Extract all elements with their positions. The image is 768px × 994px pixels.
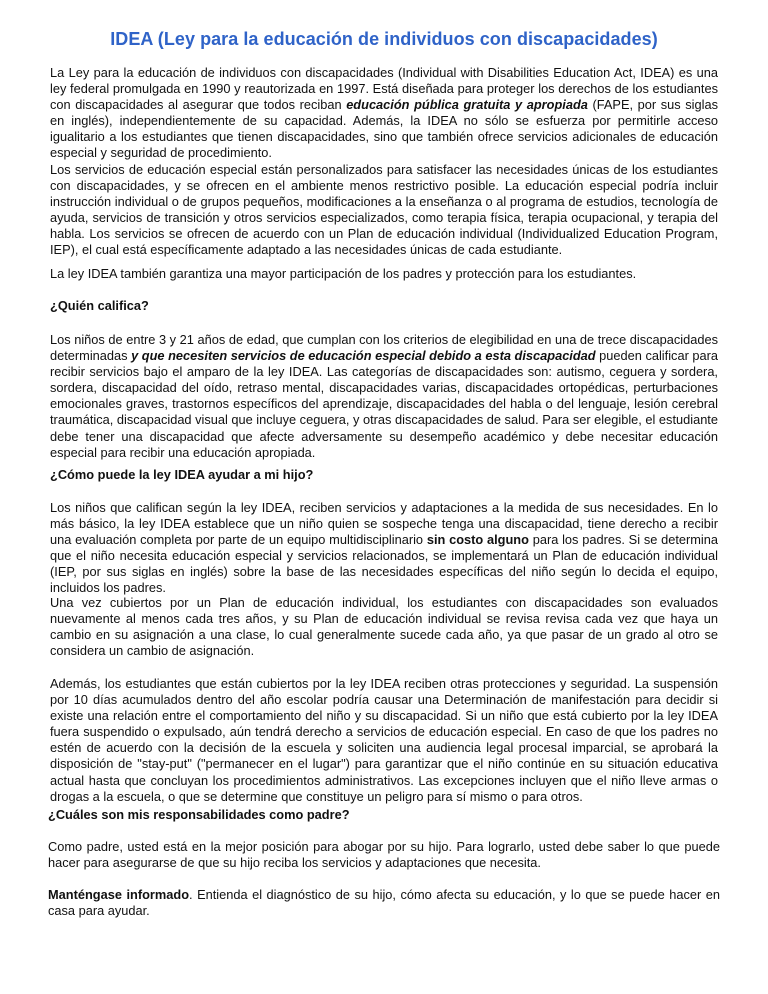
document-title: IDEA (Ley para la educación de individuos con discapacidades) [110, 29, 658, 49]
intro-text-a: La Ley para la educación de individuos con discapacidades (Individual with Disabilities Education Act, IDEA) es una ley federal promulgada en 1990 y reautorizada en 1997. Está diseñada para proteger los derechos de los estudiantes con discapacidades al asegurar que todos reciban [50, 65, 718, 113]
advocate-paragraph: Como padre, usted está en la mejor posición para abogar por su hijo. Para lograrlo, usted debe saber lo que puede hacer para asegurarse de que su hijo reciba los servicios y adaptaciones que necesita. [48, 839, 720, 871]
qualify-text-a: Los niños de entre 3 y 21 años de edad, que cumplan con los criterios de elegibilidad en una de trece discapacidades determinadas [50, 332, 718, 364]
help-text-a: Los niños que califican según la ley IDEA, reciben servicios y adaptaciones a la medida de sus necesidades. En lo más básico, la ley IDEA establece que un niño quien se sospeche tenga una discapacidad, tiene derecho a recibir una evaluación completa por parte de un equipo multidisciplinario [50, 500, 718, 548]
how-idea-helps-paragraph [50, 500, 718, 597]
reevaluation-paragraph: Una vez cubiertos por un Plan de educación individual, los estudiantes con discapacidades son evaluados nuevamente al menos cada tres años, y su Plan de educación individual se revisa revisa cada vez que haya un cambio en su asignación a una clase, lo cual generalmente sucede cada año, ya que pasar de un grado al otro se considera un cambio de asignación. [50, 595, 718, 659]
who-qualifies-paragraph [50, 332, 718, 461]
stay-informed-label: Manténgase informado [48, 887, 190, 902]
stay-informed-text: . Entienda el diagnóstico de su hijo, cómo afecta su educación, y lo que se puede hacer en casa para ayudar. [48, 887, 721, 919]
no-cost-emphasis: sin costo alguno [426, 532, 529, 548]
fape-emphasis: educación pública gratuita y apropiada [346, 97, 588, 113]
protections-paragraph: Además, los estudiantes que están cubiertos por la ley IDEA reciben otras protecciones y seguridad. La suspensión por 10 días acumulados dentro del año escolar podría causar una Determinación de manifestación para decidir si existe una relación entre el comportamiento del niño y su discapacidad. Si un niño que está cubierto por la ley IDEA fuera suspendido o expulsado, aún tendrá derecho a servicios de educación especial. En caso de que los padres no estén de acuerdo con la decisión de la escuela y soliciten una audiencia legal procesal imparcial, se aprobará la disposición de "stay-put" ("permanecer en el lugar") para garantizar que el niño continúe en su situación educativa actual hasta que concluyan los procedimientos administrativos. Las excepciones incluyen que el niño lleve armas o drogas a la escuela, o que se determine que constituye un peligro para sí mismo o para otros. [50, 676, 718, 804]
intro-text-b: (FAPE, por sus siglas en inglés), independientemente de su capacidad. Además, la IDEA no sólo se esfuerza por permitirle acceso igualitario a los estudiantes que tienen discapacidades, sino que también ofrece servicios adicionales de educación especial y seguridad de procedimiento. [50, 97, 718, 161]
services-paragraph: Los servicios de educación especial están personalizados para satisfacer las necesidades únicas de los estudiantes con discapacidades, y se ofrecen en el ambiente menos restrictivo posible. La educación especial podría incluir instrucción individual o de grupos pequeños, modificaciones a la enseñanza o al programa de estudios, tecnología de ayuda, servicios de transición y otros servicios especializados, como terapia física, terapia ocupacional, y terapia del habla. Los servicios se ofrecen de acuerdo con un Plan de educación individual (Individualized Education Program, IEP), el cual está específicamente adaptado a las necesidades únicas de cada estudiante. [50, 162, 718, 258]
heading-who-qualifies: ¿Quién califica? [50, 298, 149, 313]
heading-how-idea-helps: ¿Cómo puede la ley IDEA ayudar a mi hijo? [50, 467, 314, 482]
intro-paragraph [50, 65, 718, 162]
heading-parent-responsibilities: ¿Cuáles son mis responsabilidades como padre? [48, 807, 350, 822]
qualify-text-b: pueden calificar para recibir servicios bajo el amparo de la ley IDEA. Las categorías de discapacidades son: autismo, ceguera y sordera, sordera, discapacidad del oído, retraso mental, discapacidades varias, discapacidades ortopédicas, perturbaciones emocionales graves, trastornos específicos del aprendizaje, discapacidades del habla o del lenguaje, lesión cerebral traumática, discapacidad visual que incluye ceguera, y otras discapacidades de salud. Para ser elegible, el estudiante debe tener una discapacidad que afecte adversamente su desempeño académico y debe necesitar educación especial para recibir una educación apropiada. [50, 348, 719, 460]
stay-informed-paragraph [48, 887, 720, 919]
parents-participation-paragraph: La ley IDEA también garantiza una mayor participación de los padres y protección para los estudiantes. [50, 266, 637, 281]
qualify-emphasis: y que necesiten servicios de educación especial debido a esta discapacidad [127, 348, 596, 364]
help-text-b: para los padres. Si se determina que el niño necesita educación especial y servicios relacionados, se implementará un Plan de educación individual (IEP, por sus siglas en inglés) sobre la base de las necesidades específicas del niño según lo decida el equipo, incluidos los padres. [50, 532, 719, 596]
